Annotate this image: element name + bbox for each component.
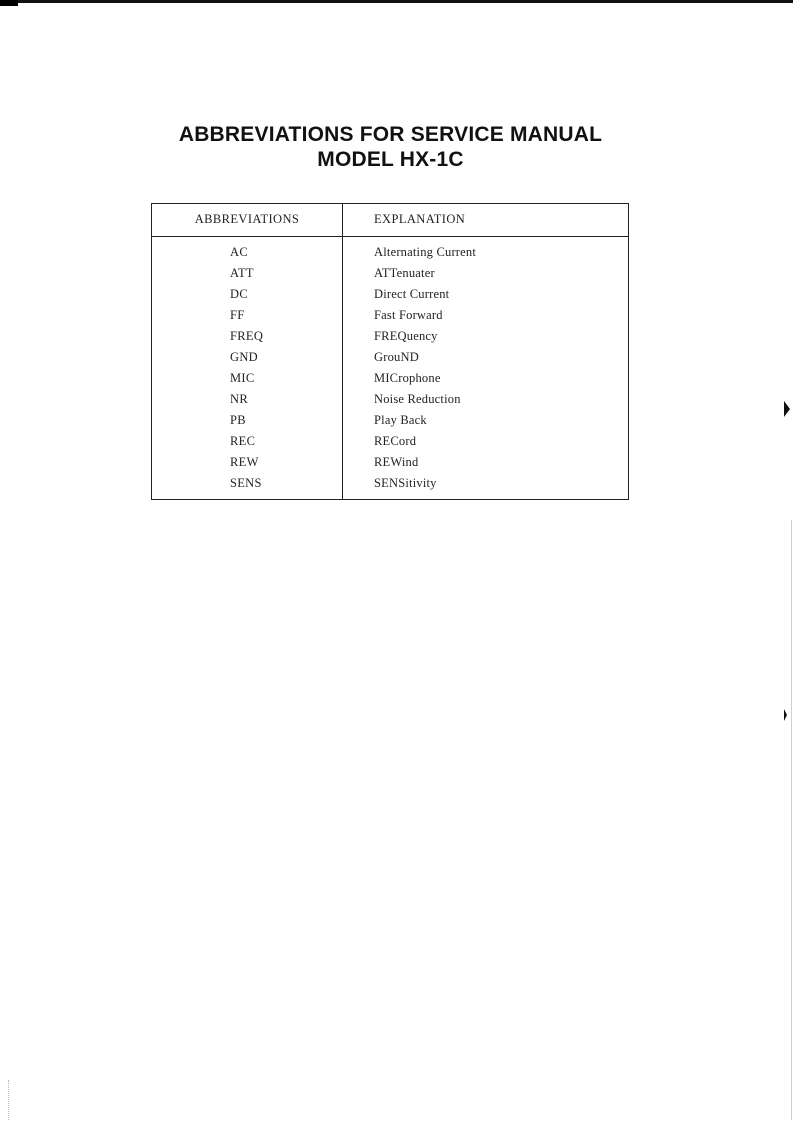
abbreviation-cell: ATT	[230, 266, 254, 280]
explanation-cell: Fast Forward	[374, 308, 443, 322]
scan-right-edge	[791, 520, 792, 1120]
explanation-cell: MICrophone	[374, 371, 441, 385]
table-row	[152, 455, 628, 476]
explanation-cell: FREQuency	[374, 329, 438, 343]
explanation-cell: RECord	[374, 434, 417, 448]
table-row	[152, 329, 628, 350]
title-line-1: ABBREVIATIONS FOR SERVICE MANUAL	[178, 123, 603, 146]
abbreviation-cell: GND	[230, 350, 258, 364]
abbreviation-cell: REW	[230, 455, 259, 469]
table-row	[152, 287, 628, 308]
explanation-cell: Alternating Current	[374, 245, 477, 259]
explanation-cell: ATTenuater	[374, 266, 435, 280]
abbreviations-table	[151, 203, 629, 500]
table-row	[152, 392, 628, 413]
table-row	[152, 350, 628, 371]
abbreviation-cell: FF	[230, 308, 245, 322]
abbreviation-cell: FREQ	[230, 329, 264, 343]
abbreviation-cell: SENS	[230, 476, 262, 490]
explanation-cell: Noise Reduction	[374, 392, 461, 406]
header-rule	[152, 236, 628, 237]
header-explanation: EXPLANATION	[374, 212, 466, 226]
scan-top-edge	[0, 0, 793, 3]
abbreviation-cell: NR	[230, 392, 248, 406]
explanation-cell: Play Back	[374, 413, 427, 427]
header-abbreviations: ABBREVIATIONS	[194, 212, 300, 226]
abbreviation-cell: AC	[230, 245, 248, 259]
abbreviation-cell: DC	[230, 287, 248, 301]
explanation-cell: GrouND	[374, 350, 419, 364]
table-row	[152, 245, 628, 266]
table-row	[152, 434, 628, 455]
table-row	[152, 413, 628, 434]
table-row	[152, 308, 628, 329]
binder-hole-mark-icon	[784, 709, 787, 721]
table-body	[152, 245, 628, 497]
explanation-cell: REWind	[374, 455, 419, 469]
explanation-cell: Direct Current	[374, 287, 450, 301]
explanation-cell: SENSitivity	[374, 476, 437, 490]
scan-corner-mark	[0, 0, 18, 6]
table-row	[152, 371, 628, 392]
page-title	[0, 122, 781, 172]
table-row	[152, 476, 628, 497]
title-line-2: MODEL HX-1C	[317, 148, 464, 171]
table-row	[152, 266, 628, 287]
binder-hole-mark-icon	[784, 401, 790, 417]
abbreviation-cell: PB	[230, 413, 246, 427]
scan-margin-mark	[8, 1080, 10, 1120]
abbreviation-cell: REC	[230, 434, 256, 448]
abbreviation-cell: MIC	[230, 371, 255, 385]
